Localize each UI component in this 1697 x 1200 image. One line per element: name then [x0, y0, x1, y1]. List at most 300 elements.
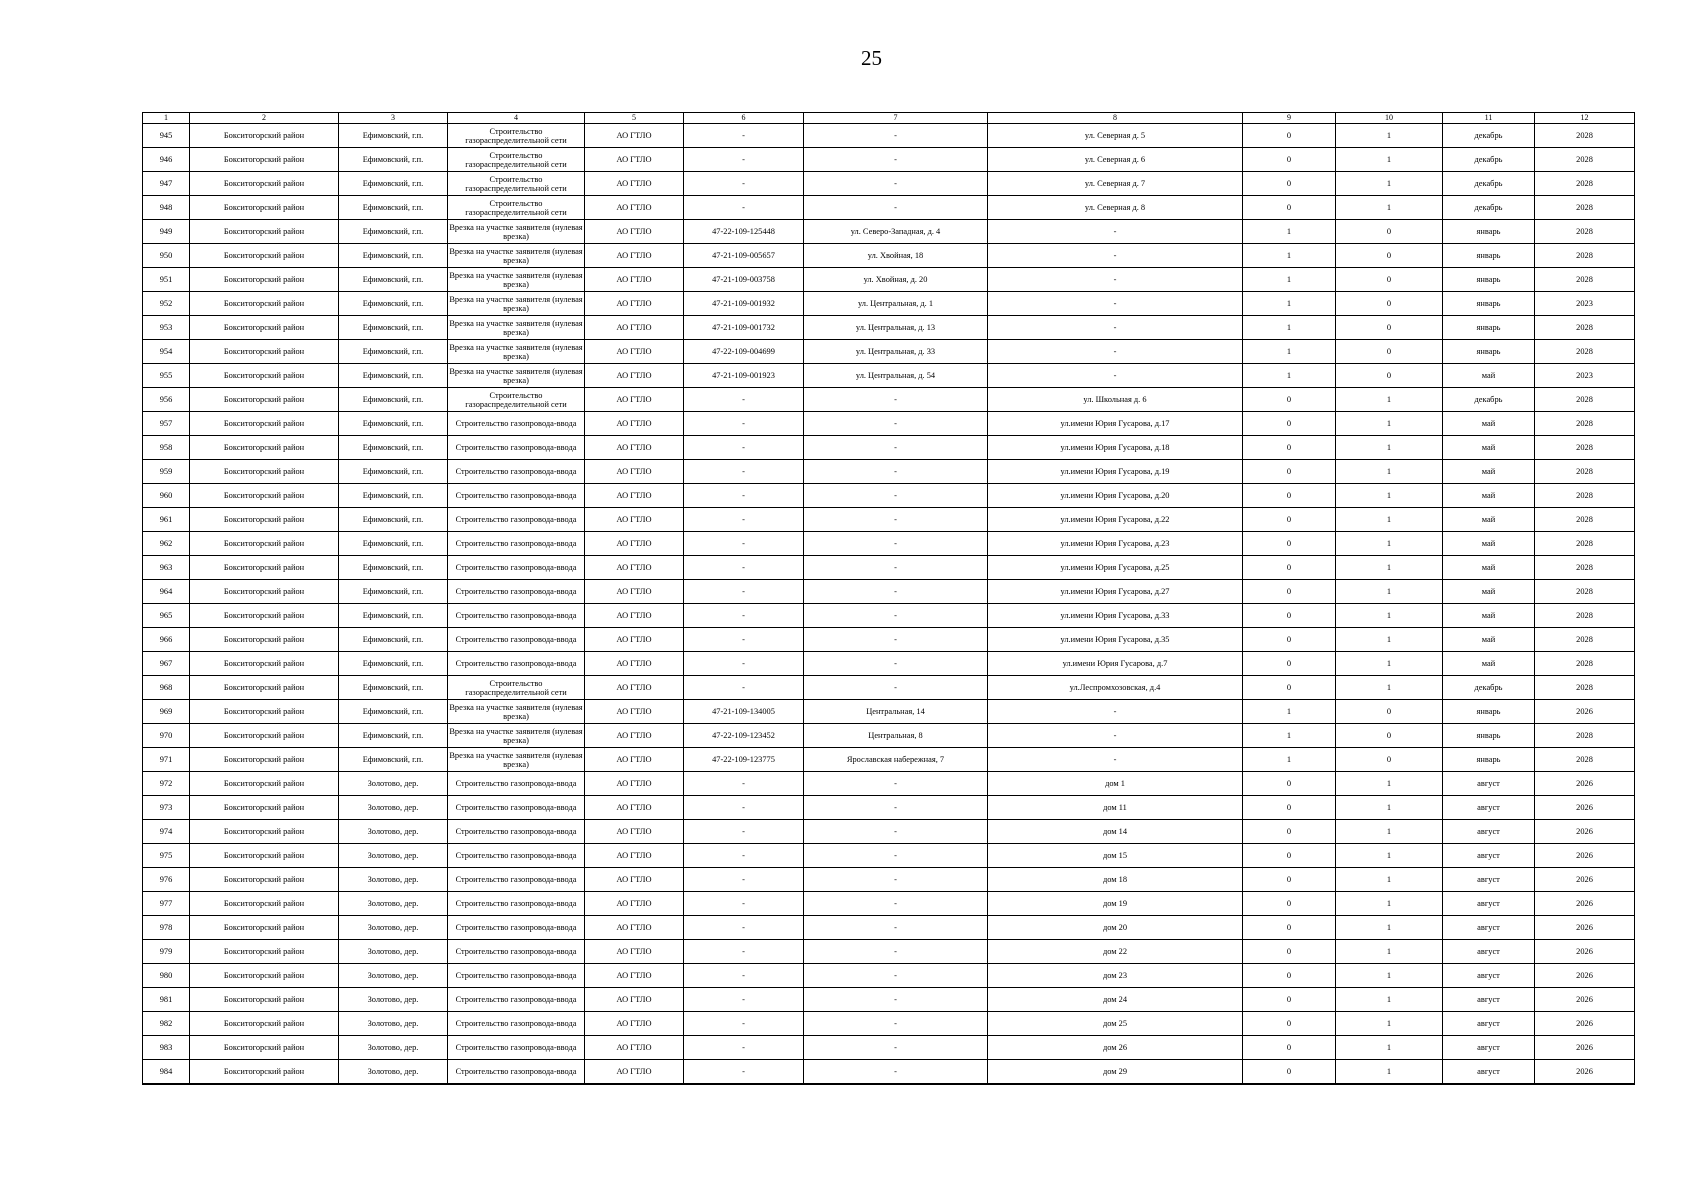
table-cell: Золотово, дер.	[339, 1012, 448, 1036]
column-header: 7	[804, 113, 988, 124]
table-body	[143, 124, 1635, 1085]
table-cell: 2028	[1535, 316, 1635, 340]
table-cell: дом 20	[988, 916, 1243, 940]
table-cell: август	[1443, 844, 1535, 868]
table-cell: -	[804, 964, 988, 988]
table-cell: Ефимовский, г.п.	[339, 748, 448, 772]
table-cell: Строительство газопровода-ввода	[448, 508, 585, 532]
table-cell: Бокситогорский район	[190, 1060, 339, 1085]
table-cell: 2026	[1535, 964, 1635, 988]
table-cell: -	[684, 892, 804, 916]
table-cell: АО ГТЛО	[585, 748, 684, 772]
table-cell: январь	[1443, 748, 1535, 772]
table-row	[143, 316, 1635, 340]
table-row	[143, 652, 1635, 676]
table-cell: 966	[143, 628, 190, 652]
table-cell: Строительство газопровода-ввода	[448, 940, 585, 964]
table-cell: 983	[143, 1036, 190, 1060]
register-table	[142, 112, 1635, 1085]
table-cell: май	[1443, 412, 1535, 436]
table-cell: -	[804, 580, 988, 604]
table-cell: -	[804, 868, 988, 892]
table-cell: АО ГТЛО	[585, 772, 684, 796]
table-cell: август	[1443, 772, 1535, 796]
table-cell: Золотово, дер.	[339, 964, 448, 988]
table-cell: 2028	[1535, 388, 1635, 412]
table-cell: 981	[143, 988, 190, 1012]
table-cell: 0	[1243, 124, 1336, 148]
table-cell: 2028	[1535, 124, 1635, 148]
table-cell: Бокситогорский район	[190, 916, 339, 940]
table-row	[143, 724, 1635, 748]
table-cell: Врезка на участке заявителя (нулевая врезка)	[448, 340, 585, 364]
table-row	[143, 1012, 1635, 1036]
table-cell: Бокситогорский район	[190, 220, 339, 244]
table-cell: АО ГТЛО	[585, 484, 684, 508]
table-cell: 0	[1243, 892, 1336, 916]
table-cell: 2028	[1535, 628, 1635, 652]
table-cell: Бокситогорский район	[190, 892, 339, 916]
table-row	[143, 436, 1635, 460]
table-cell: 1	[1336, 676, 1443, 700]
table-cell: 1	[1336, 628, 1443, 652]
table-cell: Ефимовский, г.п.	[339, 340, 448, 364]
table-cell: 1	[1336, 604, 1443, 628]
table-cell: Врезка на участке заявителя (нулевая врезка)	[448, 220, 585, 244]
table-cell: дом 26	[988, 1036, 1243, 1060]
table-cell: 958	[143, 436, 190, 460]
table-cell: 1	[1336, 436, 1443, 460]
column-header: 5	[585, 113, 684, 124]
table-cell: декабрь	[1443, 148, 1535, 172]
table-cell: АО ГТЛО	[585, 316, 684, 340]
table-cell: 984	[143, 1060, 190, 1085]
table-cell: 1	[1336, 508, 1443, 532]
table-cell: -	[988, 364, 1243, 388]
table-cell: 2028	[1535, 196, 1635, 220]
table-cell: Бокситогорский район	[190, 124, 339, 148]
table-cell: АО ГТЛО	[585, 1036, 684, 1060]
table-cell: 2028	[1535, 556, 1635, 580]
table-cell: ул.имени Юрия Гусарова, д.33	[988, 604, 1243, 628]
table-cell: Ефимовский, г.п.	[339, 484, 448, 508]
table-cell: 47-22-109-123775	[684, 748, 804, 772]
table-cell: Бокситогорский район	[190, 820, 339, 844]
table-cell: ул.имени Юрия Гусарова, д.35	[988, 628, 1243, 652]
table-cell: 979	[143, 940, 190, 964]
table-cell: -	[804, 652, 988, 676]
column-header: 6	[684, 113, 804, 124]
table-cell: ул. Северная д. 6	[988, 148, 1243, 172]
table-cell: август	[1443, 1012, 1535, 1036]
table-row	[143, 148, 1635, 172]
table-cell: 0	[1243, 820, 1336, 844]
table-cell: Врезка на участке заявителя (нулевая врезка)	[448, 316, 585, 340]
table-cell: дом 25	[988, 1012, 1243, 1036]
table-cell: -	[804, 124, 988, 148]
table-cell: 973	[143, 796, 190, 820]
table-cell: 1	[1243, 724, 1336, 748]
table-cell: АО ГТЛО	[585, 268, 684, 292]
table-cell: -	[804, 1036, 988, 1060]
table-cell: 2026	[1535, 700, 1635, 724]
table-cell: Золотово, дер.	[339, 892, 448, 916]
table-cell: -	[684, 172, 804, 196]
table-cell: 2028	[1535, 604, 1635, 628]
table-cell: 1	[1336, 844, 1443, 868]
table-cell: 1	[1336, 892, 1443, 916]
table-cell: Строительство газопровода-ввода	[448, 1012, 585, 1036]
table-cell: -	[684, 556, 804, 580]
table-cell: Строительство газораспределительной сети	[448, 148, 585, 172]
table-cell: -	[804, 820, 988, 844]
table-cell: Строительство газопровода-ввода	[448, 436, 585, 460]
table-cell: 2026	[1535, 820, 1635, 844]
table-row	[143, 892, 1635, 916]
table-cell: 0	[1243, 196, 1336, 220]
table-cell: 0	[1243, 172, 1336, 196]
table-cell: Ефимовский, г.п.	[339, 532, 448, 556]
table-cell: 972	[143, 772, 190, 796]
table-cell: 2028	[1535, 148, 1635, 172]
table-cell: дом 18	[988, 868, 1243, 892]
page-number: 25	[861, 46, 882, 70]
table-cell: дом 24	[988, 988, 1243, 1012]
table-cell: 47-21-109-001923	[684, 364, 804, 388]
table-cell: Ефимовский, г.п.	[339, 460, 448, 484]
table-cell: АО ГТЛО	[585, 580, 684, 604]
table-cell: Врезка на участке заявителя (нулевая врезка)	[448, 700, 585, 724]
table-cell: 982	[143, 1012, 190, 1036]
table-cell: май	[1443, 652, 1535, 676]
table-cell: Ефимовский, г.п.	[339, 148, 448, 172]
table-cell: ул. Хвойная, 18	[804, 244, 988, 268]
table-cell: -	[684, 532, 804, 556]
table-cell: 2026	[1535, 940, 1635, 964]
table-cell: 0	[1243, 388, 1336, 412]
table-cell: 0	[1243, 580, 1336, 604]
table-cell: Строительство газопровода-ввода	[448, 412, 585, 436]
table-cell: 2028	[1535, 748, 1635, 772]
table-cell: 1	[1336, 460, 1443, 484]
table-cell: Бокситогорский район	[190, 172, 339, 196]
table-cell: январь	[1443, 220, 1535, 244]
table-cell: -	[804, 988, 988, 1012]
table-cell: август	[1443, 1036, 1535, 1060]
table-cell: 2028	[1535, 532, 1635, 556]
table-cell: -	[804, 532, 988, 556]
table-cell: АО ГТЛО	[585, 148, 684, 172]
table-cell: 1	[1336, 532, 1443, 556]
table-cell: АО ГТЛО	[585, 1060, 684, 1085]
table-cell: Строительство газопровода-ввода	[448, 820, 585, 844]
table-cell: дом 22	[988, 940, 1243, 964]
table-cell: -	[988, 220, 1243, 244]
table-cell: 2026	[1535, 1036, 1635, 1060]
table-cell: январь	[1443, 724, 1535, 748]
table-cell: АО ГТЛО	[585, 988, 684, 1012]
table-cell: Ефимовский, г.п.	[339, 196, 448, 220]
table-cell: -	[988, 748, 1243, 772]
table-cell: 0	[1243, 412, 1336, 436]
table-cell: Бокситогорский район	[190, 388, 339, 412]
table-cell: 0	[1336, 700, 1443, 724]
table-cell: 1	[1336, 484, 1443, 508]
table-cell: Строительство газопровода-ввода	[448, 604, 585, 628]
table-cell: Ефимовский, г.п.	[339, 724, 448, 748]
table-cell: Строительство газораспределительной сети	[448, 172, 585, 196]
table-cell: 1	[1336, 772, 1443, 796]
table-cell: Строительство газопровода-ввода	[448, 1060, 585, 1085]
table-row	[143, 364, 1635, 388]
table-cell: Бокситогорский район	[190, 556, 339, 580]
table-cell: Строительство газопровода-ввода	[448, 1036, 585, 1060]
table-cell: АО ГТЛО	[585, 244, 684, 268]
table-cell: Бокситогорский район	[190, 940, 339, 964]
table-cell: май	[1443, 556, 1535, 580]
table-row	[143, 460, 1635, 484]
table-cell: 977	[143, 892, 190, 916]
table-cell: ул. Школьная д. 6	[988, 388, 1243, 412]
table-cell: Ефимовский, г.п.	[339, 172, 448, 196]
table-cell: 1	[1243, 292, 1336, 316]
table-cell: Врезка на участке заявителя (нулевая врезка)	[448, 364, 585, 388]
table-cell: -	[684, 196, 804, 220]
table-row	[143, 820, 1635, 844]
table-cell: 978	[143, 916, 190, 940]
table-row	[143, 268, 1635, 292]
column-header: 9	[1243, 113, 1336, 124]
table-cell: АО ГТЛО	[585, 508, 684, 532]
table-cell: январь	[1443, 700, 1535, 724]
table-cell: Ефимовский, г.п.	[339, 604, 448, 628]
table-cell: 957	[143, 412, 190, 436]
table-cell: 0	[1243, 508, 1336, 532]
table-cell: -	[684, 436, 804, 460]
column-header: 10	[1336, 113, 1443, 124]
table-cell: 1	[1243, 364, 1336, 388]
table-cell: 971	[143, 748, 190, 772]
table-cell: Строительство газопровода-ввода	[448, 988, 585, 1012]
table-cell: 0	[1243, 628, 1336, 652]
table-row	[143, 1036, 1635, 1060]
table-cell: 47-21-109-003758	[684, 268, 804, 292]
table-cell: Бокситогорский район	[190, 412, 339, 436]
table-cell: Золотово, дер.	[339, 844, 448, 868]
table-cell: 1	[1336, 1012, 1443, 1036]
table-cell: -	[684, 1012, 804, 1036]
table-cell: -	[804, 436, 988, 460]
table-cell: -	[988, 244, 1243, 268]
table-cell: Строительство газораспределительной сети	[448, 676, 585, 700]
table-cell: 965	[143, 604, 190, 628]
table-cell: 2028	[1535, 412, 1635, 436]
table-cell: 962	[143, 532, 190, 556]
table-cell: ул. Центральная, д. 1	[804, 292, 988, 316]
table-cell: Бокситогорский район	[190, 532, 339, 556]
table-cell: январь	[1443, 244, 1535, 268]
table-cell: ул.имени Юрия Гусарова, д.19	[988, 460, 1243, 484]
table-cell: -	[684, 124, 804, 148]
table-cell: Золотово, дер.	[339, 820, 448, 844]
table-cell: 1	[1336, 796, 1443, 820]
table-cell: Врезка на участке заявителя (нулевая врезка)	[448, 244, 585, 268]
table-row	[143, 940, 1635, 964]
table-row	[143, 580, 1635, 604]
table-cell: 1	[1243, 748, 1336, 772]
table-cell: 980	[143, 964, 190, 988]
table-cell: 1	[1336, 1036, 1443, 1060]
table-cell: Бокситогорский район	[190, 652, 339, 676]
table-cell: Бокситогорский район	[190, 196, 339, 220]
table-cell: май	[1443, 532, 1535, 556]
table-cell: Врезка на участке заявителя (нулевая врезка)	[448, 268, 585, 292]
table-cell: 0	[1243, 868, 1336, 892]
table-cell: 1	[1243, 316, 1336, 340]
table-cell: Бокситогорский район	[190, 268, 339, 292]
table-cell: Бокситогорский район	[190, 844, 339, 868]
table-cell: Бокситогорский район	[190, 148, 339, 172]
table-cell: 2026	[1535, 988, 1635, 1012]
table-cell: -	[804, 1012, 988, 1036]
column-header: 3	[339, 113, 448, 124]
table-cell: -	[684, 676, 804, 700]
table-cell: Бокситогорский район	[190, 364, 339, 388]
table-cell: АО ГТЛО	[585, 196, 684, 220]
table-cell: 0	[1243, 988, 1336, 1012]
table-cell: АО ГТЛО	[585, 892, 684, 916]
table-cell: Врезка на участке заявителя (нулевая врезка)	[448, 292, 585, 316]
table-cell: Бокситогорский район	[190, 580, 339, 604]
table-cell: август	[1443, 916, 1535, 940]
table-cell: Золотово, дер.	[339, 988, 448, 1012]
table-cell: Золотово, дер.	[339, 940, 448, 964]
table-row	[143, 988, 1635, 1012]
table-cell: 2026	[1535, 1012, 1635, 1036]
table-row	[143, 868, 1635, 892]
table-cell: Строительство газопровода-ввода	[448, 628, 585, 652]
table-cell: 1	[1336, 388, 1443, 412]
table-cell: -	[988, 316, 1243, 340]
table-cell: ул.имени Юрия Гусарова, д.18	[988, 436, 1243, 460]
table-row	[143, 700, 1635, 724]
table-cell: -	[684, 916, 804, 940]
column-header: 11	[1443, 113, 1535, 124]
table-cell: декабрь	[1443, 388, 1535, 412]
table-cell: Бокситогорский район	[190, 748, 339, 772]
table-cell: Бокситогорский район	[190, 316, 339, 340]
table-cell: 1	[1336, 196, 1443, 220]
table-cell: 950	[143, 244, 190, 268]
table-cell: 945	[143, 124, 190, 148]
table-cell: 976	[143, 868, 190, 892]
table-cell: 1	[1336, 148, 1443, 172]
table-cell: Строительство газораспределительной сети	[448, 124, 585, 148]
table-row	[143, 196, 1635, 220]
table-cell: -	[684, 508, 804, 532]
table-cell: Ефимовский, г.п.	[339, 412, 448, 436]
table-row	[143, 964, 1635, 988]
table-cell: 0	[1336, 268, 1443, 292]
table-cell: 949	[143, 220, 190, 244]
table-cell: 2028	[1535, 244, 1635, 268]
table-cell: 0	[1336, 724, 1443, 748]
table-cell: Строительство газопровода-ввода	[448, 868, 585, 892]
table-cell: 2028	[1535, 172, 1635, 196]
table-cell: Строительство газопровода-ввода	[448, 556, 585, 580]
table-cell: 969	[143, 700, 190, 724]
table-cell: Строительство газопровода-ввода	[448, 772, 585, 796]
table-cell: 0	[1243, 1012, 1336, 1036]
table-cell: Бокситогорский район	[190, 340, 339, 364]
table-cell: август	[1443, 796, 1535, 820]
table-cell: Строительство газопровода-ввода	[448, 484, 585, 508]
table-cell: 1	[1243, 340, 1336, 364]
table-cell: январь	[1443, 316, 1535, 340]
table-cell: дом 1	[988, 772, 1243, 796]
table-row	[143, 844, 1635, 868]
table-cell: 0	[1243, 676, 1336, 700]
table-cell: Строительство газораспределительной сети	[448, 388, 585, 412]
table-cell: -	[684, 604, 804, 628]
table-cell: декабрь	[1443, 676, 1535, 700]
table-cell: 964	[143, 580, 190, 604]
table-cell: Строительство газопровода-ввода	[448, 532, 585, 556]
table-cell: 0	[1243, 436, 1336, 460]
table-cell: ул.Леспромхозовская, д.4	[988, 676, 1243, 700]
table-cell: 0	[1336, 220, 1443, 244]
table-row	[143, 628, 1635, 652]
table-cell: Бокситогорский район	[190, 508, 339, 532]
table-cell: май	[1443, 484, 1535, 508]
table-cell: 47-21-109-001932	[684, 292, 804, 316]
table-cell: Ефимовский, г.п.	[339, 244, 448, 268]
table-cell: 2026	[1535, 772, 1635, 796]
table-cell: 47-21-109-005657	[684, 244, 804, 268]
table-cell: Ефимовский, г.п.	[339, 316, 448, 340]
table-cell: дом 14	[988, 820, 1243, 844]
table-row	[143, 244, 1635, 268]
table-cell: 47-22-109-123452	[684, 724, 804, 748]
table-row	[143, 532, 1635, 556]
table-cell: 0	[1243, 148, 1336, 172]
table-cell: Бокситогорский район	[190, 988, 339, 1012]
table-cell: Бокситогорский район	[190, 700, 339, 724]
table-cell: 2028	[1535, 676, 1635, 700]
table-cell: Золотово, дер.	[339, 1036, 448, 1060]
table-cell: -	[684, 652, 804, 676]
table-cell: Бокситогорский район	[190, 868, 339, 892]
table-cell: -	[804, 508, 988, 532]
table-cell: 948	[143, 196, 190, 220]
table-cell: -	[684, 1060, 804, 1085]
table-cell: Ефимовский, г.п.	[339, 436, 448, 460]
table-cell: АО ГТЛО	[585, 292, 684, 316]
table-row	[143, 796, 1635, 820]
column-header: 12	[1535, 113, 1635, 124]
table-cell: декабрь	[1443, 196, 1535, 220]
table-cell: -	[684, 940, 804, 964]
table-cell: 0	[1336, 364, 1443, 388]
table-cell: Золотово, дер.	[339, 868, 448, 892]
table-cell: ул.имени Юрия Гусарова, д.25	[988, 556, 1243, 580]
table-cell: Бокситогорский район	[190, 436, 339, 460]
table-row	[143, 748, 1635, 772]
table-cell: 2028	[1535, 724, 1635, 748]
table-cell: АО ГТЛО	[585, 844, 684, 868]
table-cell: АО ГТЛО	[585, 460, 684, 484]
table-cell: Строительство газопровода-ввода	[448, 460, 585, 484]
